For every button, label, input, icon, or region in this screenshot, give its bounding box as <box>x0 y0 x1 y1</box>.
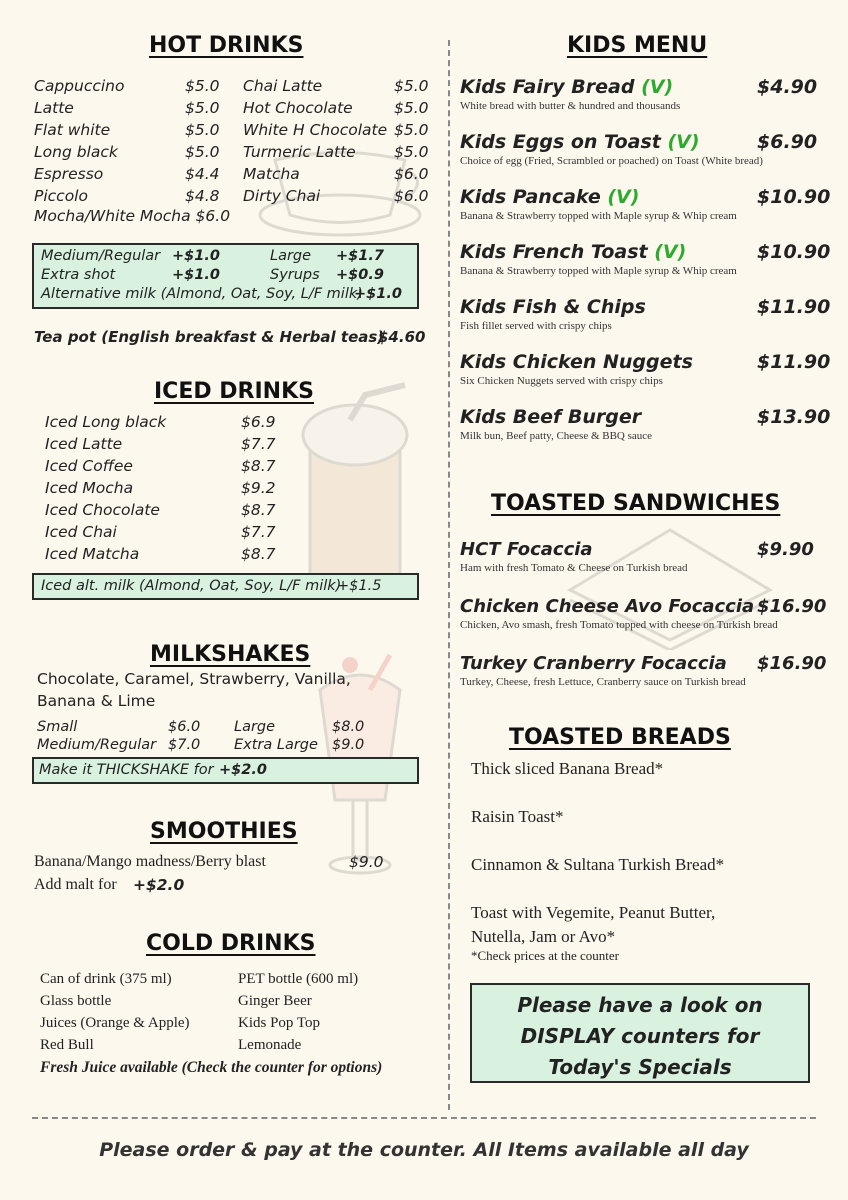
kids-item-name-wrap <box>460 131 700 153</box>
specials-line3: Today's Specials <box>548 1055 732 1079</box>
footer-divider <box>32 1117 816 1119</box>
hot-drink-price: $5.0 <box>394 99 429 117</box>
hot-drink-price: $6.0 <box>394 165 429 183</box>
cold-drink-item: Juices (Orange & Apple) <box>40 1015 190 1031</box>
iced-drink-name: Iced Chai <box>45 523 117 541</box>
iced-drink-name: Iced Coffee <box>45 457 133 475</box>
kids-item-price: $10.90 <box>757 186 831 208</box>
kids-menu-title: KIDS MENU <box>567 33 708 58</box>
vegetarian-badge: (V) <box>667 131 700 153</box>
kids-menu-item <box>460 131 820 181</box>
kids-item-price: $10.90 <box>757 241 831 263</box>
kids-item-description: Banana & Strawberry topped with Maple syrup & Whip cream <box>460 210 737 222</box>
kids-item-name-wrap <box>460 76 673 98</box>
banana-bread-item: Thick sliced Banana Bread* <box>471 759 664 778</box>
iced-drink-price: $8.7 <box>241 545 276 563</box>
toasted-breads-title: TOASTED BREADS <box>509 725 731 750</box>
cold-drink-item: Glass bottle <box>40 993 112 1009</box>
iced-drink-price: $7.7 <box>241 435 276 453</box>
hot-drink-name: Latte <box>34 99 74 117</box>
hot-drink-name: Piccolo <box>34 187 88 205</box>
cold-drink-item: Lemonade <box>238 1037 302 1053</box>
cold-drink-item: Red Bull <box>40 1037 94 1053</box>
milkshake-flavours-line1: Chocolate, Caramel, Strawberry, Vanilla, <box>37 670 351 688</box>
cold-drink-item: Can of drink (375 ml) <box>40 971 172 987</box>
iced-alt-milk-price: +$1.5 <box>337 578 382 594</box>
shot-label: Extra shot <box>41 267 116 283</box>
milkshake-flavours-line2: Banana & Lime <box>37 692 156 710</box>
cold-drink-item: Ginger Beer <box>238 993 312 1009</box>
hot-drink-price: $5.0 <box>394 143 429 161</box>
teapot-price: $4.60 <box>378 328 426 346</box>
sandwich-description: Ham with fresh Tomato & Cheese on Turkish bread <box>460 562 688 574</box>
kids-item-name: Kids Pancake <box>460 186 601 208</box>
kids-item-name: Kids Beef Burger <box>460 406 642 428</box>
mocha-item: Mocha/White Mocha $6.0 <box>34 207 231 225</box>
vegetarian-badge: (V) <box>607 186 640 208</box>
thickshake-label: Make it THICKSHAKE for <box>39 762 214 778</box>
kids-menu-item <box>460 351 831 401</box>
hot-drink-price: $5.0 <box>394 77 429 95</box>
kids-item-price: $11.90 <box>757 351 831 373</box>
vegetarian-badge: (V) <box>641 76 674 98</box>
iced-drink-name: Iced Chocolate <box>45 501 160 519</box>
column-divider <box>448 40 450 1110</box>
kids-item-description: Fish fillet served with crispy chips <box>460 320 612 332</box>
kids-menu-item <box>460 241 831 291</box>
sandwich-price: $9.90 <box>757 539 814 560</box>
iced-drink-price: $7.7 <box>241 523 276 541</box>
iced-drink-name: Iced Latte <box>45 435 123 453</box>
hot-drink-name: White H Chocolate <box>243 121 388 139</box>
kids-item-name-wrap <box>460 241 686 263</box>
medium-price: +$1.0 <box>172 248 220 264</box>
milkshakes-title: MILKSHAKES <box>150 642 311 667</box>
small-label: Small <box>37 719 78 735</box>
toasted-sandwiches-title: TOASTED SANDWICHES <box>491 491 781 516</box>
check-prices-note: *Check prices at the counter <box>471 948 619 963</box>
hot-drinks-title: HOT DRINKS <box>149 33 304 58</box>
thickshake-price: +$2.0 <box>219 762 267 778</box>
kids-item-description: White bread with butter & hundred and thousands <box>460 100 681 112</box>
large-shake-price: $8.0 <box>332 719 365 735</box>
kids-item-name: Kids French Toast <box>460 241 648 263</box>
cold-drinks-title: COLD DRINKS <box>146 931 316 956</box>
sandwich-description: Chicken, Avo smash, fresh Tomato topped with cheese on Turkish bread <box>460 619 778 631</box>
kids-menu-item <box>460 406 831 456</box>
hot-drink-name: Turmeric Latte <box>243 143 356 161</box>
alt-milk-price: +$1.0 <box>354 286 402 302</box>
large-label: Large <box>270 248 312 264</box>
medium-shake-label: Medium/Regular <box>37 737 157 753</box>
specials-line2: DISPLAY counters for <box>520 1024 760 1048</box>
smoothie-price: $9.0 <box>349 853 384 871</box>
large-shake-label: Large <box>234 719 276 735</box>
alt-milk-label: Alternative milk (Almond, Oat, Soy, L/F milk) <box>41 286 363 302</box>
hot-drink-name: Espresso <box>34 165 104 183</box>
footer-note: Please order & pay at the counter. All Items available all day <box>99 1139 749 1161</box>
kids-menu-item <box>460 296 831 346</box>
xl-shake-price: $9.0 <box>332 737 365 753</box>
hot-drink-name: Chai Latte <box>243 77 323 95</box>
cinnamon-bread-item: Cinnamon & Sultana Turkish Bread* <box>471 855 725 874</box>
hot-drink-price: $5.0 <box>185 121 220 139</box>
sandwich-description: Turkey, Cheese, fresh Lettuce, Cranberry sauce on Turkish bread <box>460 676 746 688</box>
hot-drink-name: Cappuccino <box>34 77 125 95</box>
hot-drink-price: $5.0 <box>185 143 220 161</box>
kids-item-name: Kids Eggs on Toast <box>460 131 661 153</box>
kids-item-name: Kids Chicken Nuggets <box>460 351 693 373</box>
kids-item-name: Kids Fairy Bread <box>460 76 635 98</box>
syrups-label: Syrups <box>270 267 320 283</box>
malt-price: +$2.0 <box>133 876 185 894</box>
smoothie-item: Banana/Mango madness/Berry blast <box>34 853 266 870</box>
kids-item-price: $4.90 <box>757 76 818 98</box>
xl-shake-label: Extra Large <box>234 737 318 753</box>
kids-menu-item <box>460 186 831 236</box>
iced-drink-price: $9.2 <box>241 479 276 497</box>
iced-drink-price: $8.7 <box>241 457 276 475</box>
hot-drink-name: Hot Chocolate <box>243 99 353 117</box>
small-price: $6.0 <box>168 719 201 735</box>
raisin-toast-item: Raisin Toast* <box>471 807 564 826</box>
cold-drink-item: Kids Pop Top <box>238 1015 321 1031</box>
kids-item-price: $6.90 <box>757 131 818 153</box>
hot-drink-name: Flat white <box>34 121 111 139</box>
kids-item-name: Kids Fish & Chips <box>460 296 646 318</box>
medium-label: Medium/Regular <box>41 248 161 264</box>
smoothies-title: SMOOTHIES <box>150 819 298 844</box>
hot-drink-price: $5.0 <box>185 99 220 117</box>
kids-item-price: $13.90 <box>757 406 831 428</box>
hot-drink-price: $4.4 <box>185 165 220 183</box>
specials-line1: Please have a look on <box>517 993 763 1017</box>
hot-drink-price: $5.0 <box>185 77 220 95</box>
kids-item-description: Banana & Strawberry topped with Maple syrup & Whip cream <box>460 265 737 277</box>
hot-drink-name: Long black <box>34 143 118 161</box>
kids-item-description: Milk bun, Beef patty, Cheese & BBQ sauce <box>460 430 653 442</box>
sandwich-name: Turkey Cranberry Focaccia <box>460 653 727 674</box>
hot-drink-price: $4.8 <box>185 187 220 205</box>
hot-drink-price: $5.0 <box>394 121 429 139</box>
teapot-label: Tea pot (English breakfast & Herbal teas) <box>34 328 385 346</box>
specials-box <box>470 983 810 1083</box>
sandwich-price: $16.90 <box>757 596 827 617</box>
iced-drinks-title: ICED DRINKS <box>154 379 314 404</box>
kids-item-price: $11.90 <box>757 296 831 318</box>
thickshake-box <box>32 757 419 784</box>
sandwich-price: $16.90 <box>757 653 827 674</box>
kids-item-name-wrap <box>460 186 639 208</box>
toast-spreads-line1: Toast with Vegemite, Peanut Butter, <box>471 903 716 922</box>
iced-drink-price: $8.7 <box>241 501 276 519</box>
sandwich-name: HCT Focaccia <box>460 539 593 560</box>
medium-shake-price: $7.0 <box>168 737 201 753</box>
iced-alt-milk-box <box>32 573 419 600</box>
iced-drink-name: Iced Matcha <box>45 545 140 563</box>
iced-drink-illustration <box>290 375 420 605</box>
kids-item-description: Choice of egg (Fried, Scrambled or poached) on Toast (White bread) <box>460 155 763 167</box>
cold-drink-item: PET bottle (600 ml) <box>238 971 359 987</box>
fresh-juice-note: Fresh Juice available (Check the counter for options) <box>40 1059 383 1076</box>
iced-drink-price: $6.9 <box>241 413 276 431</box>
hot-drink-price: $6.0 <box>394 187 429 205</box>
toast-spreads-line2: Nutella, Jam or Avo* <box>471 927 616 946</box>
syrups-price: +$0.9 <box>336 267 384 283</box>
hot-drink-name: Matcha <box>243 165 300 183</box>
kids-item-description: Six Chicken Nuggets served with crispy chips <box>460 375 663 387</box>
sandwich-name: Chicken Cheese Avo Focaccia <box>460 596 755 617</box>
iced-drink-name: Iced Long black <box>45 413 167 431</box>
hot-drink-name: Dirty Chai <box>243 187 321 205</box>
large-price: +$1.7 <box>336 248 384 264</box>
malt-label: Add malt for <box>34 876 117 893</box>
hot-extras-box <box>32 243 419 309</box>
iced-alt-milk-label: Iced alt. milk (Almond, Oat, Soy, L/F milk) <box>41 578 342 594</box>
shot-price: +$1.0 <box>172 267 220 283</box>
vegetarian-badge: (V) <box>654 241 687 263</box>
iced-drink-name: Iced Mocha <box>45 479 134 497</box>
kids-menu-item <box>460 76 820 126</box>
